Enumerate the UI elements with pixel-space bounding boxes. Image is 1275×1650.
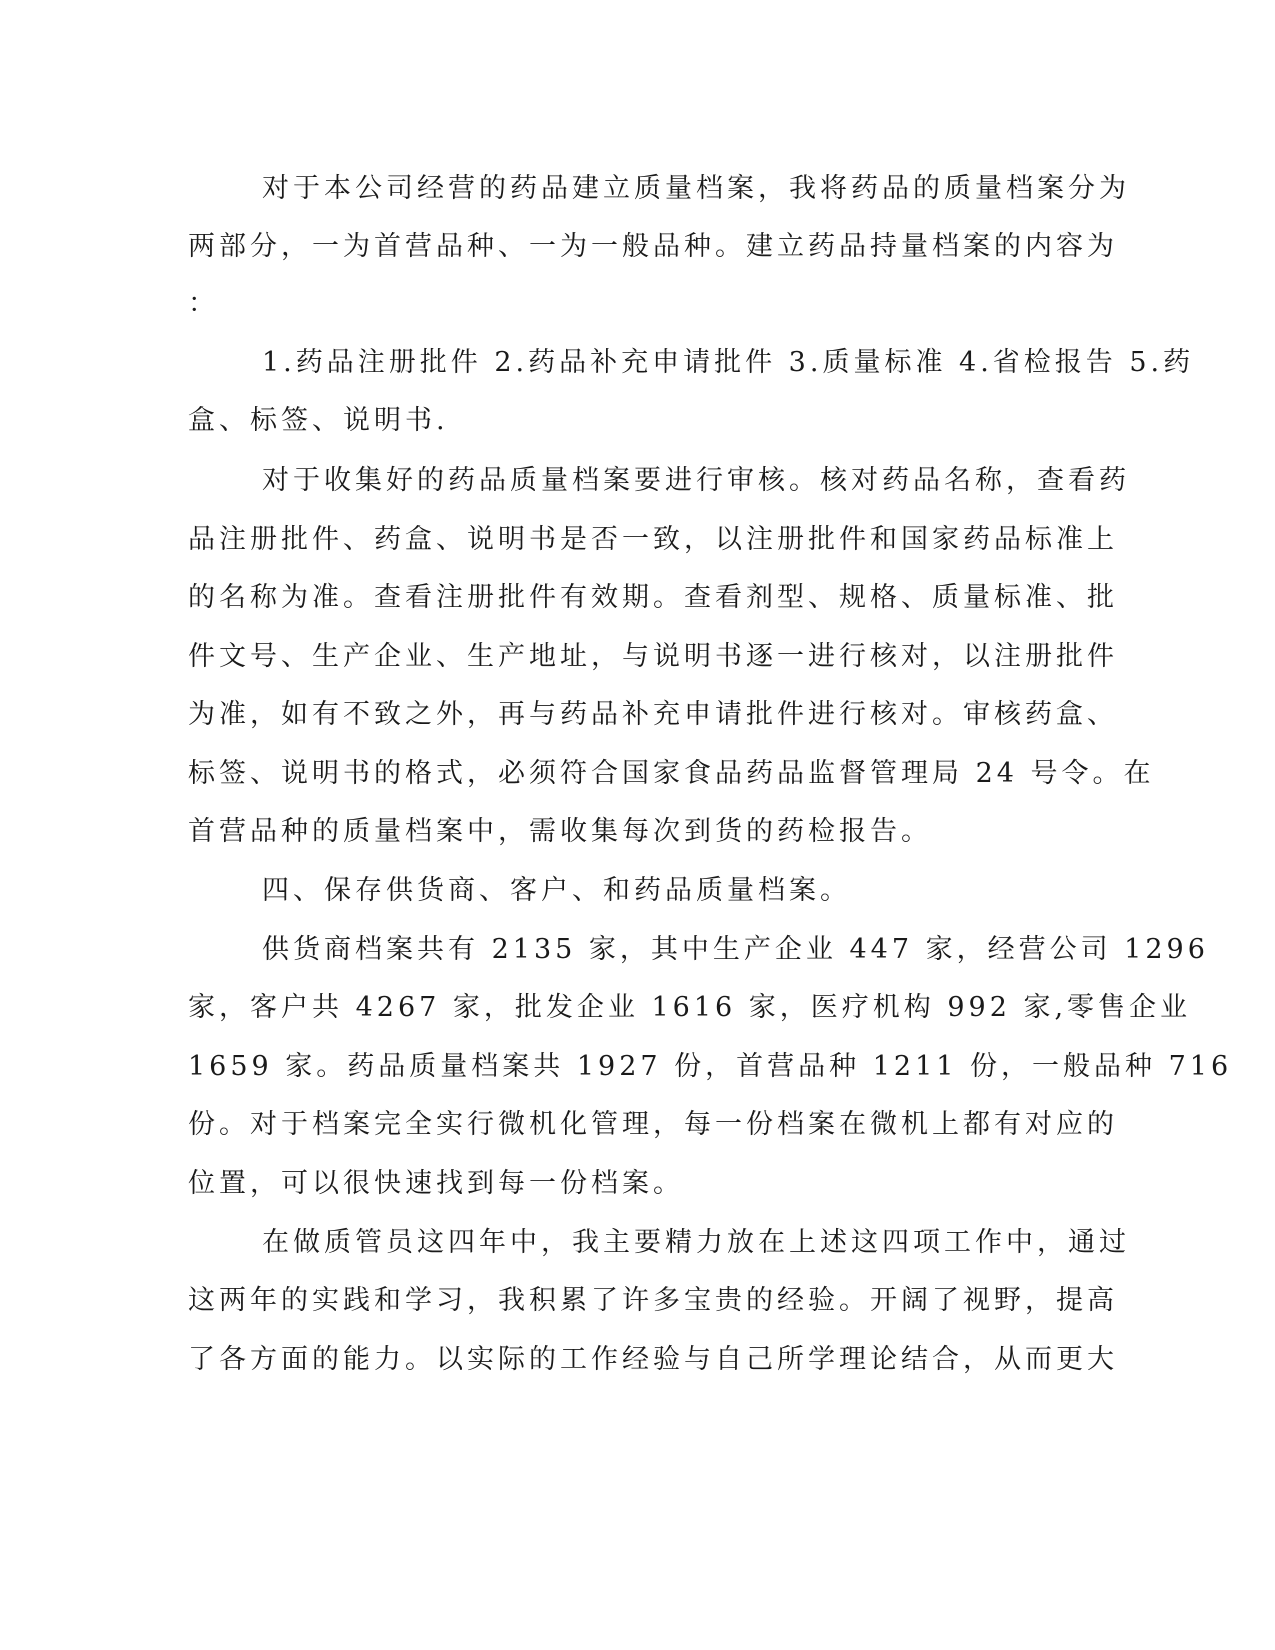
paragraph-1-line-3: ： [188,288,219,319]
paragraph-3-line-3: 的名称为准。查看注册批件有效期。查看剂型、规格、质量标准、批 [188,582,1118,613]
paragraph-1-line-2: 两部分，一为首营品种、一为一般品种。建立药品持量档案的内容为 [188,231,1118,262]
paragraph-1-line-1: 对于本公司经营的药品建立质量档案，我将药品的质量档案分为 [262,173,1130,204]
paragraph-4-line-1: 供货商档案共有 2135 家，其中生产企业 447 家，经营公司 1296 [262,934,1209,965]
paragraph-3-line-4: 件文号、生产企业、生产地址，与说明书逐一进行核对，以注册批件 [188,641,1118,672]
section-heading-4: 四、保存供货商、客户、和药品质量档案。 [262,875,851,906]
paragraph-4-line-5: 位置，可以很快速找到每一份档案。 [188,1168,684,1199]
paragraph-5-line-3: 了各方面的能力。以实际的工作经验与自己所学理论结合，从而更大 [188,1344,1118,1375]
paragraph-4-line-4: 份。对于档案完全实行微机化管理，每一份档案在微机上都有对应的 [188,1109,1118,1140]
paragraph-3-line-7: 首营品种的质量档案中，需收集每次到货的药检报告。 [188,816,932,847]
paragraph-4-line-3: 1659 家。药品质量档案共 1927 份，首营品种 1211 份，一般品种 716 [188,1051,1233,1082]
paragraph-4-line-2: 家，客户共 4267 家，批发企业 1616 家，医疗机构 992 家,零售企业 [188,992,1192,1023]
paragraph-2-line-2: 盒、标签、说明书. [188,405,449,436]
paragraph-3-line-2: 品注册批件、药盒、说明书是否一致，以注册批件和国家药品标准上 [188,524,1118,555]
paragraph-2-line-1: 1.药品注册批件 2.药品补充申请批件 3.质量标准 4.省检报告 5.药 [262,347,1195,378]
paragraph-3-line-5: 为准，如有不致之外，再与药品补充申请批件进行核对。审核药盒、 [188,699,1118,730]
paragraph-5-line-2: 这两年的实践和学习，我积累了许多宝贵的经验。开阔了视野，提高 [188,1285,1118,1316]
paragraph-5-line-1: 在做质管员这四年中，我主要精力放在上述这四项工作中，通过 [262,1227,1130,1258]
paragraph-3-line-1: 对于收集好的药品质量档案要进行审核。核对药品名称，查看药 [262,465,1130,496]
paragraph-3-line-6: 标签、说明书的格式，必须符合国家食品药品监督管理局 24 号令。在 [188,758,1155,789]
